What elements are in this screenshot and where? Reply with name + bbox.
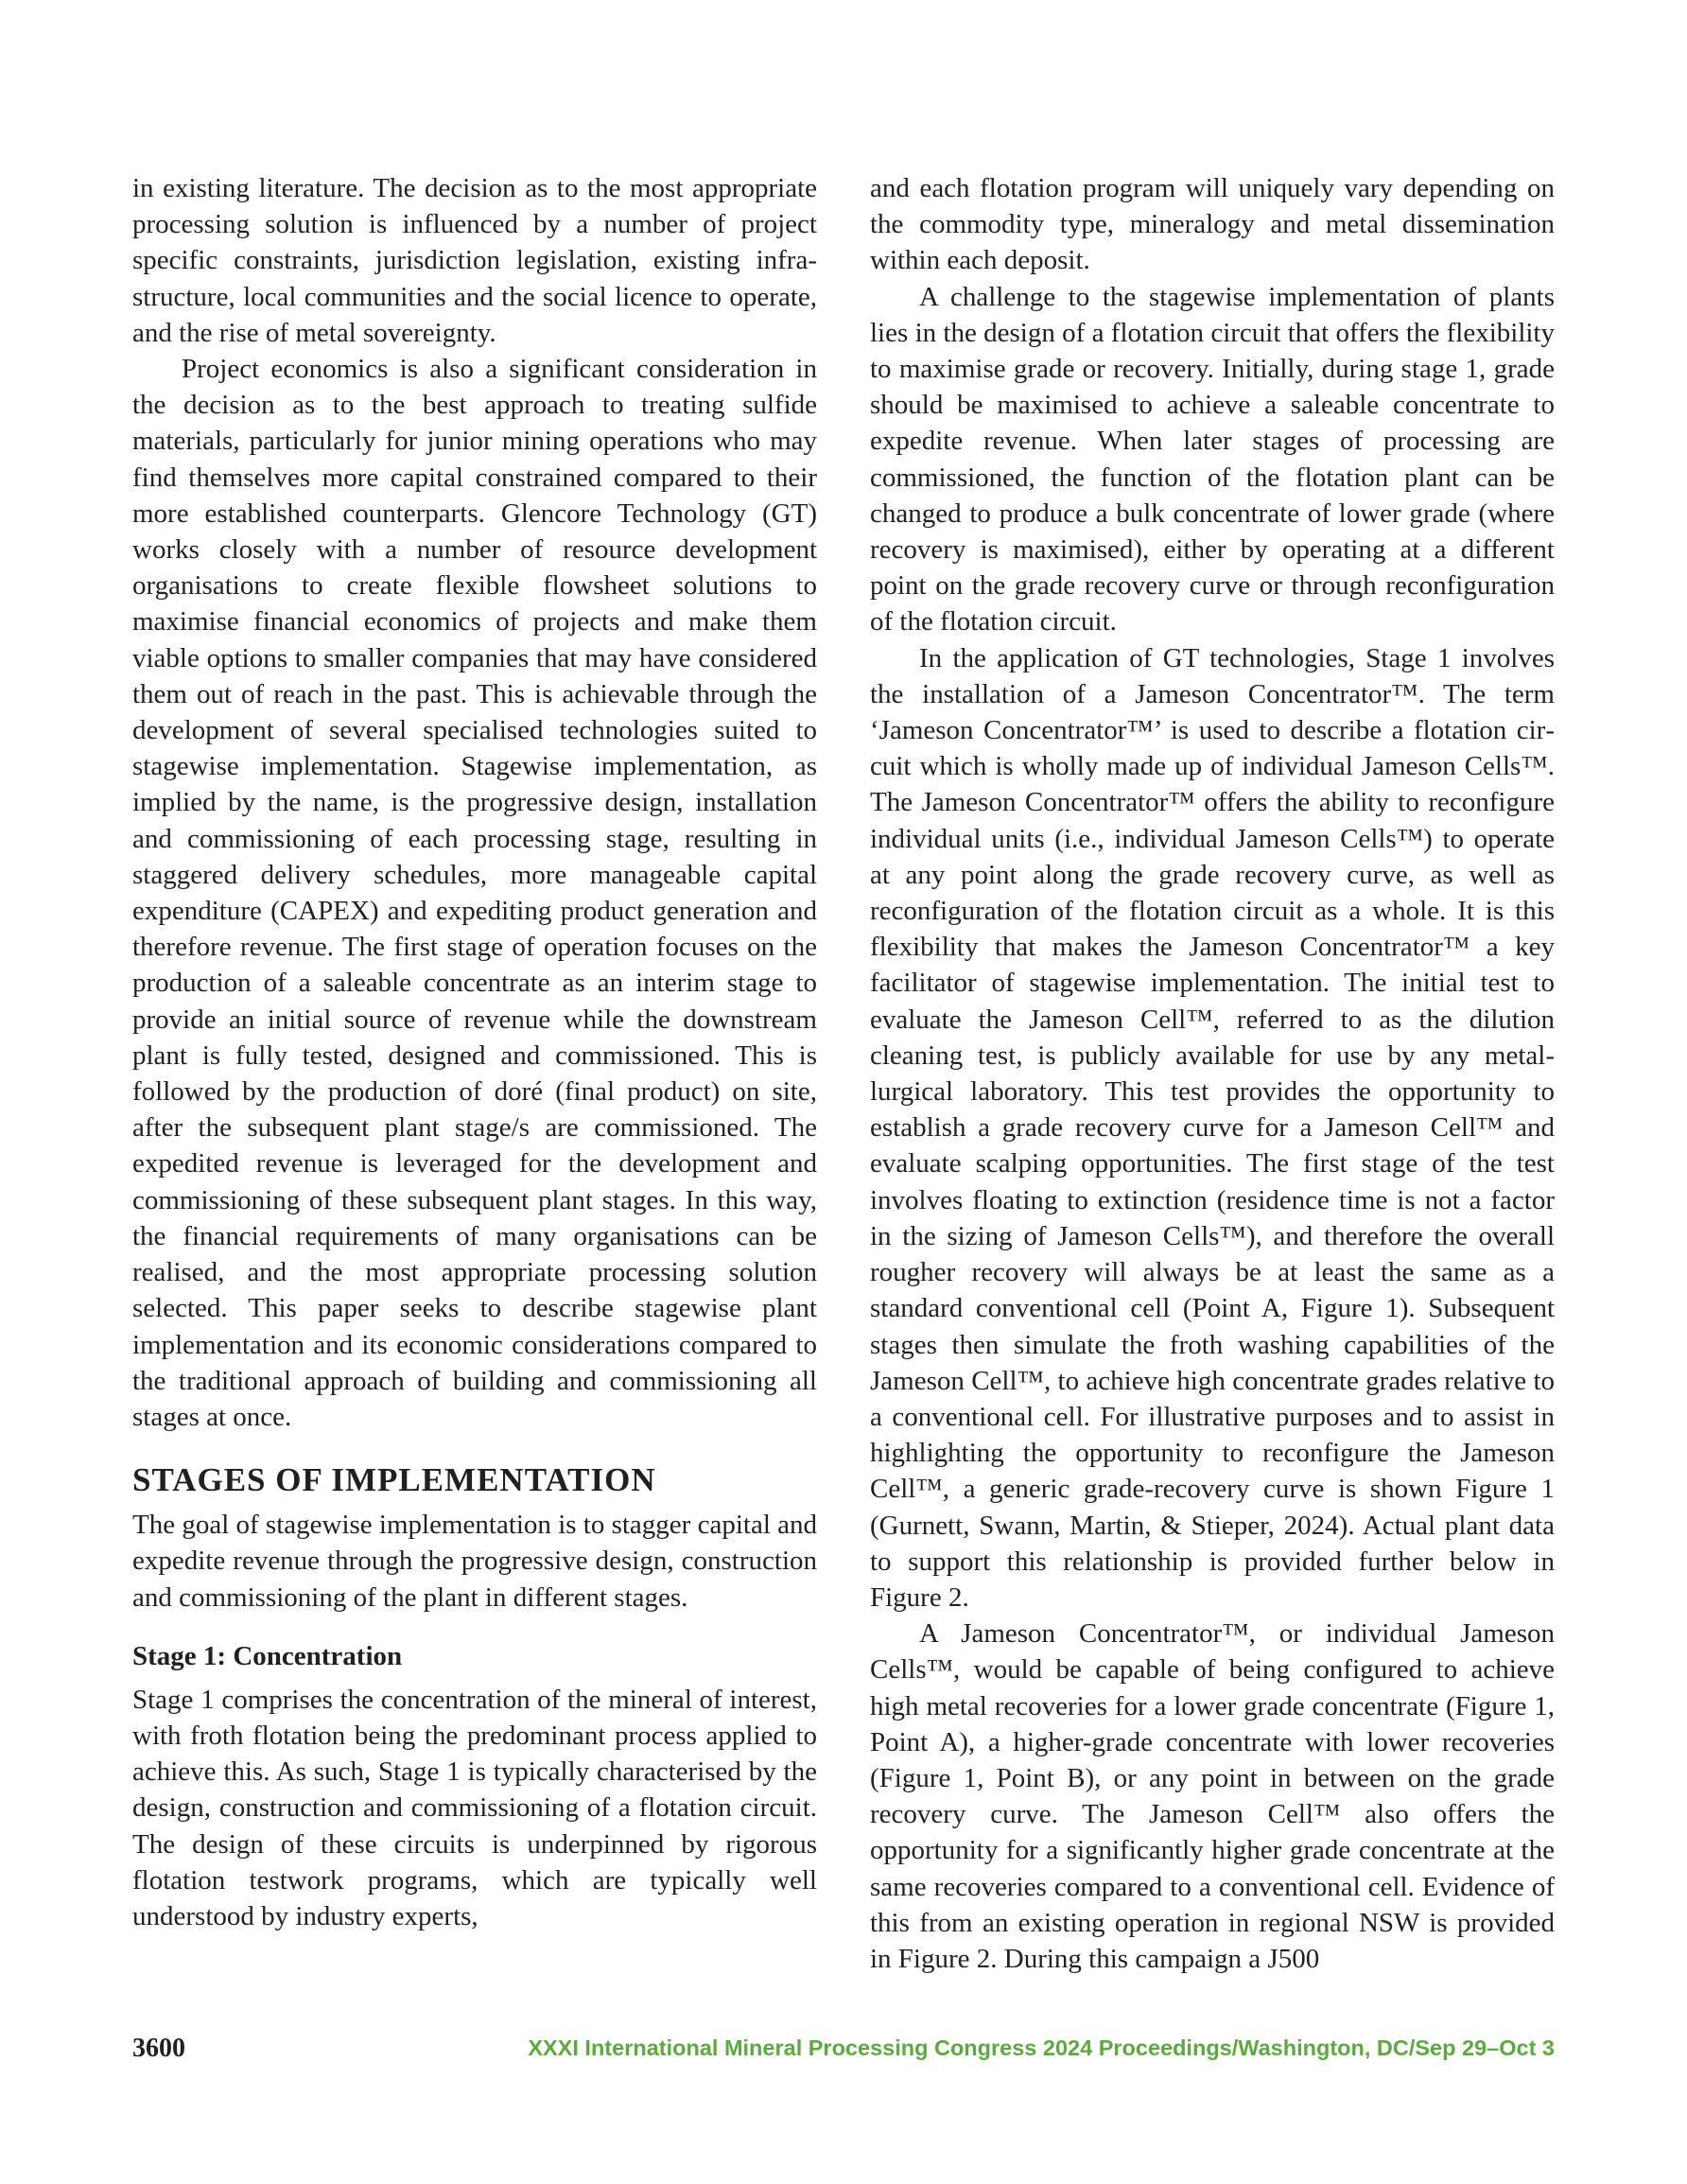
right-column — [870, 170, 1555, 1977]
left-column — [132, 170, 817, 1934]
paragraph: and each flotation program will uniquely vary depending on the commodity type, mineralogy and metal dissemination within each deposit. — [870, 173, 1555, 276]
journal-running-footer: XXXI International Mineral Processing Congress 2024 Proceedings/Washington, DC/Sep 29–Oct 3 — [528, 2035, 1555, 2060]
paragraph: The goal of stagewise implementation is to stagger capital and expedite revenue through the progressive design, construction and commissioning of the plant in different stages. — [132, 1510, 817, 1613]
page-footer — [132, 2034, 1555, 2071]
paragraph: in existing literature. The decision as to the most appropriate processing solution is influenced by a number of project specific constraints, jurisdiction legislation, existing infrastructure, local communities and the social licence to operate, and the rise of metal sovereignty. — [132, 173, 817, 348]
paragraph: In the application of GT technologies, Stage 1 involves the installation of a Jameson Concentrator™. The term ‘Jameson Concentrator™’ is used to describe a flotation circuit which is wholly made up of individual Jameson Cells™. The Jameson Concentrator™ offers the ability to reconfigure individual units (i.e., individual Jameson Cells™) to operate at any point along the grade recovery curve, as well as reconfiguration of the flotation circuit as a whole. It is this flexibility that makes the Jameson Concentrator™ a key facilitator of stagewise implementation. The initial test to evaluate the Jameson Cell™, referred to as the dilution cleaning test, is publicly available for use by any metallurgical laboratory. This test provides the opportunity to establish a grade recovery curve for a Jameson Cell™ and evaluate scalping opportunities. The first stage of the test involves floating to extinction (residence time is not a factor in the sizing of Jameson Cells™), and therefore the overall rougher recovery will always be at least the same as a standard conventional cell (Point A, Figure 1). Subsequent stages then simulate the froth washing capabilities of the Jameson Cell™, to achieve high concentrate grades relative to a conventional cell. For illustrative purposes and to assist in highlighting the opportunity to reconfigure the Jameson Cell™, a generic grade-recovery curve is shown Figure 1 (Gurnett, Swann, Martin, & Stieper, 2024). Actual plant data to support this relationship is provided further below in Figure 2. — [870, 642, 1555, 1613]
paragraph: Project economics is also a significant consideration in the decision as to the best approach to treating sulfide materials, particularly for junior mining operations who may find themselves more capital constrained compared to their more established counterparts. Glencore Technology (GT) works closely with a number of resource development organisations to create flexible flowsheet solutions to maximise financial economics of projects and make them viable options to smaller companies that may have considered them out of reach in the past. This is achievable through the development of several specialised technologies suited to stagewise implementation. Stagewise implementation, as implied by the name, is the progressive design, installation and commissioning of each processing stage, resulting in staggered delivery schedules, more manageable capital expenditure (CAPEX) and expediting product generation and therefore revenue. The first stage of operation focuses on the production of a saleable concentrate as an interim stage to provide an initial source of revenue while the downstream plant is fully tested, designed and commissioned. This is followed by the production of doré (final product) on site, after the subsequent plant stage/s are commissioned. The expedited revenue is leveraged for the development and commissioning of these subsequent plant stages. In this way, the financial requirements of many organisations can be realised, and the most appropriate processing solution selected. This paper seeks to describe stagewise plant implementation and its economic considerations compared to the traditional approach of building and commissioning all stages at once. — [132, 354, 817, 1432]
subsection-heading: Stage 1: Concentration — [132, 1640, 403, 1671]
paragraph: A Jameson Concentrator™, or individual Jameson Cells™, would be capable of being configured to achieve high metal recoveries for a lower grade concentrate (Figure 1, Point A), a higher-grade concentrate with lower recoveries (Figure 1, Point B), or any point in between on the grade recovery curve. The Jameson Cell™ also offers the opportunity for a significantly higher grade concentrate at the same recoveries compared to a conventional cell. Evidence of this from an existing operation in regional NSW is provided in Figure 2. During this campaign a J500 — [870, 1618, 1555, 1974]
page-number: 3600 — [132, 2034, 185, 2063]
paragraph: Stage 1 comprises the concentration of the mineral of interest, with froth flotation being the predominant process applied to achieve this. As such, Stage 1 is typically characterised by the design, construction and commissioning of a flotation circuit. The design of these circuits is underpinned by rigorous flotation testwork programs, which are typically well understood by industry experts, — [132, 1684, 817, 1931]
section-heading: STAGES OF IMPLEMENTATION — [132, 1461, 656, 1499]
paragraph: A challenge to the stagewise implementation of plants lies in the design of a flotation circuit that offers the flexibility to maximise grade or recovery. Initially, during stage 1, grade should be maximised to achieve a saleable concentrate to expedite revenue. When later stages of processing are commissioned, the function of the flotation plant can be changed to produce a bulk concentrate of lower grade (where recovery is maximised), either by operating at a different point on the grade recovery curve or through reconfiguration of the flotation circuit. — [870, 281, 1555, 638]
